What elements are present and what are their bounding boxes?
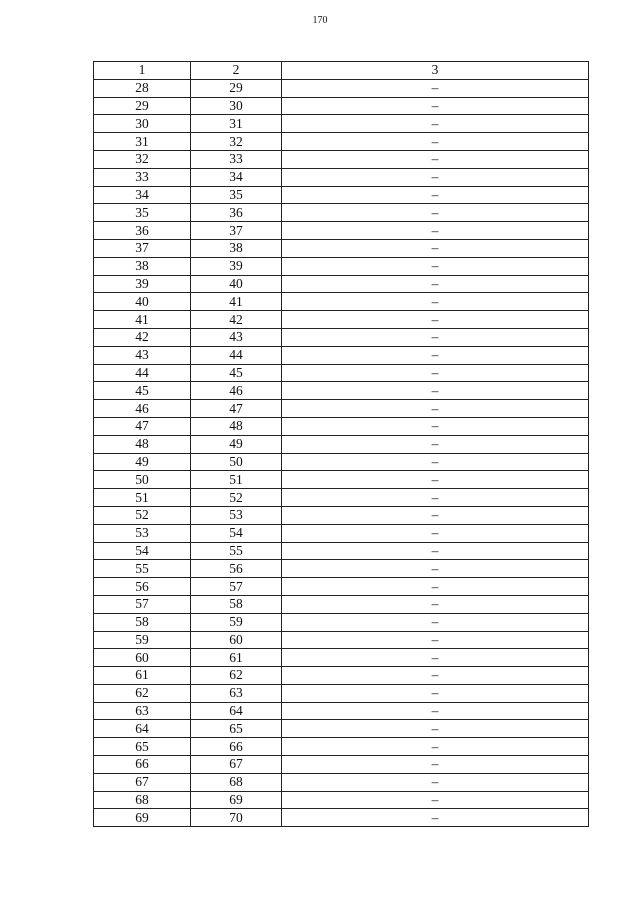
table-cell: 51: [94, 489, 191, 507]
table-cell: 61: [94, 667, 191, 685]
table-row: [94, 257, 589, 275]
table-cell: –: [282, 293, 589, 311]
table-cell: 48: [191, 417, 282, 435]
page-number: 170: [312, 15, 328, 26]
table-cell: 40: [191, 275, 282, 293]
table-row: [94, 364, 589, 382]
table-cell: 31: [94, 133, 191, 151]
table-cell: 43: [191, 328, 282, 346]
table-cell: 63: [94, 702, 191, 720]
table-cell: 37: [191, 222, 282, 240]
table-row: [94, 453, 589, 471]
table-cell: 34: [191, 168, 282, 186]
table-cell: 40: [94, 293, 191, 311]
table-cell: –: [282, 631, 589, 649]
table-cell: –: [282, 417, 589, 435]
table-cell: 39: [94, 275, 191, 293]
table-row: [94, 382, 589, 400]
table-cell: 38: [94, 257, 191, 275]
table-cell: –: [282, 275, 589, 293]
table-cell: 46: [191, 382, 282, 400]
table-cell: 60: [94, 649, 191, 667]
table-cell: 49: [94, 453, 191, 471]
table-cell: 45: [191, 364, 282, 382]
table-cell: 58: [191, 595, 282, 613]
table-cell: 56: [94, 578, 191, 596]
table-cell: 67: [94, 773, 191, 791]
table-cell: 50: [191, 453, 282, 471]
table-row: [94, 115, 589, 133]
table-row: [94, 756, 589, 774]
table-row: [94, 595, 589, 613]
table-row: [94, 168, 589, 186]
table-row: [94, 649, 589, 667]
table-cell: 44: [191, 346, 282, 364]
table-row: [94, 613, 589, 631]
table-row: [94, 275, 589, 293]
table-cell: 51: [191, 471, 282, 489]
table-cell: –: [282, 720, 589, 738]
table-cell: 53: [94, 524, 191, 542]
table-cell: –: [282, 168, 589, 186]
table-cell: 39: [191, 257, 282, 275]
table-cell: –: [282, 773, 589, 791]
table-header-row: [94, 62, 589, 80]
table-cell: –: [282, 204, 589, 222]
table-cell: –: [282, 667, 589, 685]
table-cell: 52: [191, 489, 282, 507]
table-cell: 33: [191, 150, 282, 168]
table-cell: 37: [94, 239, 191, 257]
table-cell: 60: [191, 631, 282, 649]
table-cell: 61: [191, 649, 282, 667]
table-row: [94, 524, 589, 542]
table-cell: 57: [191, 578, 282, 596]
table-cell: 33: [94, 168, 191, 186]
table-cell: –: [282, 649, 589, 667]
table-cell: 55: [94, 560, 191, 578]
table-row: [94, 328, 589, 346]
table-cell: 50: [94, 471, 191, 489]
table-cell: –: [282, 186, 589, 204]
table-row: [94, 435, 589, 453]
table-cell: –: [282, 400, 589, 418]
table-cell: 29: [191, 79, 282, 97]
table-cell: 68: [94, 791, 191, 809]
table-cell: 58: [94, 613, 191, 631]
table-cell: –: [282, 791, 589, 809]
table-row: [94, 684, 589, 702]
table-cell: –: [282, 613, 589, 631]
table-cell: –: [282, 79, 589, 97]
table-cell: –: [282, 328, 589, 346]
table-cell: 52: [94, 506, 191, 524]
table-cell: –: [282, 382, 589, 400]
table-cell: 48: [94, 435, 191, 453]
table-cell: 55: [191, 542, 282, 560]
table-cell: –: [282, 453, 589, 471]
table-cell: 59: [191, 613, 282, 631]
table-cell: 66: [191, 738, 282, 756]
table-row: [94, 239, 589, 257]
table-cell: 47: [94, 417, 191, 435]
table-row: [94, 791, 589, 809]
table-cell: 35: [191, 186, 282, 204]
table-cell: 69: [191, 791, 282, 809]
table-cell: –: [282, 578, 589, 596]
column-header: 3: [282, 62, 589, 80]
column-header: 2: [191, 62, 282, 80]
table-row: [94, 222, 589, 240]
table-cell: 30: [191, 97, 282, 115]
table-row: [94, 400, 589, 418]
table-cell: –: [282, 809, 589, 827]
table-cell: 64: [94, 720, 191, 738]
table-cell: –: [282, 702, 589, 720]
table-cell: 67: [191, 756, 282, 774]
table-cell: –: [282, 150, 589, 168]
table-body: [94, 62, 589, 827]
table-cell: 38: [191, 239, 282, 257]
table-cell: –: [282, 506, 589, 524]
table-row: [94, 702, 589, 720]
table-cell: –: [282, 115, 589, 133]
table-cell: –: [282, 346, 589, 364]
table-cell: 69: [94, 809, 191, 827]
table-cell: –: [282, 257, 589, 275]
table-cell: 47: [191, 400, 282, 418]
table-cell: 62: [191, 667, 282, 685]
table-cell: 54: [191, 524, 282, 542]
table-cell: 64: [191, 702, 282, 720]
table-row: [94, 773, 589, 791]
table-cell: –: [282, 311, 589, 329]
table-cell: 42: [191, 311, 282, 329]
table-cell: 36: [191, 204, 282, 222]
table-cell: –: [282, 489, 589, 507]
table-cell: –: [282, 595, 589, 613]
table-cell: 65: [191, 720, 282, 738]
table-row: [94, 560, 589, 578]
table-cell: 43: [94, 346, 191, 364]
table-cell: 30: [94, 115, 191, 133]
table-row: [94, 186, 589, 204]
table-cell: 49: [191, 435, 282, 453]
table-cell: 57: [94, 595, 191, 613]
table-cell: –: [282, 560, 589, 578]
table-cell: 32: [94, 150, 191, 168]
table-cell: 45: [94, 382, 191, 400]
table-cell: –: [282, 684, 589, 702]
table-cell: 53: [191, 506, 282, 524]
table-cell: 32: [191, 133, 282, 151]
table-cell: 41: [94, 311, 191, 329]
table-cell: –: [282, 239, 589, 257]
table-cell: –: [282, 756, 589, 774]
table-cell: 54: [94, 542, 191, 560]
table-cell: 44: [94, 364, 191, 382]
table-row: [94, 631, 589, 649]
table-row: [94, 720, 589, 738]
table-row: [94, 79, 589, 97]
table-cell: –: [282, 435, 589, 453]
column-header: 1: [94, 62, 191, 80]
table-row: [94, 738, 589, 756]
table-cell: 42: [94, 328, 191, 346]
table-cell: –: [282, 133, 589, 151]
table-cell: 66: [94, 756, 191, 774]
table-row: [94, 204, 589, 222]
table-cell: 41: [191, 293, 282, 311]
table-row: [94, 542, 589, 560]
table-cell: 70: [191, 809, 282, 827]
table-cell: –: [282, 738, 589, 756]
table-row: [94, 133, 589, 151]
table-cell: 46: [94, 400, 191, 418]
table-cell: 62: [94, 684, 191, 702]
table-cell: 28: [94, 79, 191, 97]
table-cell: 29: [94, 97, 191, 115]
table-row: [94, 506, 589, 524]
table-cell: –: [282, 542, 589, 560]
table-row: [94, 97, 589, 115]
table-cell: 31: [191, 115, 282, 133]
table-row: [94, 809, 589, 827]
table-cell: –: [282, 222, 589, 240]
table-row: [94, 293, 589, 311]
table-cell: 68: [191, 773, 282, 791]
table-row: [94, 150, 589, 168]
table-cell: –: [282, 364, 589, 382]
table-row: [94, 417, 589, 435]
table-cell: –: [282, 471, 589, 489]
table-cell: –: [282, 97, 589, 115]
table-row: [94, 346, 589, 364]
table-row: [94, 578, 589, 596]
table-cell: 63: [191, 684, 282, 702]
table-cell: 59: [94, 631, 191, 649]
data-table: [93, 61, 589, 827]
table-cell: 34: [94, 186, 191, 204]
table-cell: 36: [94, 222, 191, 240]
table-row: [94, 311, 589, 329]
table-cell: 65: [94, 738, 191, 756]
table-row: [94, 471, 589, 489]
table-cell: 35: [94, 204, 191, 222]
table-cell: 56: [191, 560, 282, 578]
table-row: [94, 489, 589, 507]
table-cell: –: [282, 524, 589, 542]
table-row: [94, 667, 589, 685]
